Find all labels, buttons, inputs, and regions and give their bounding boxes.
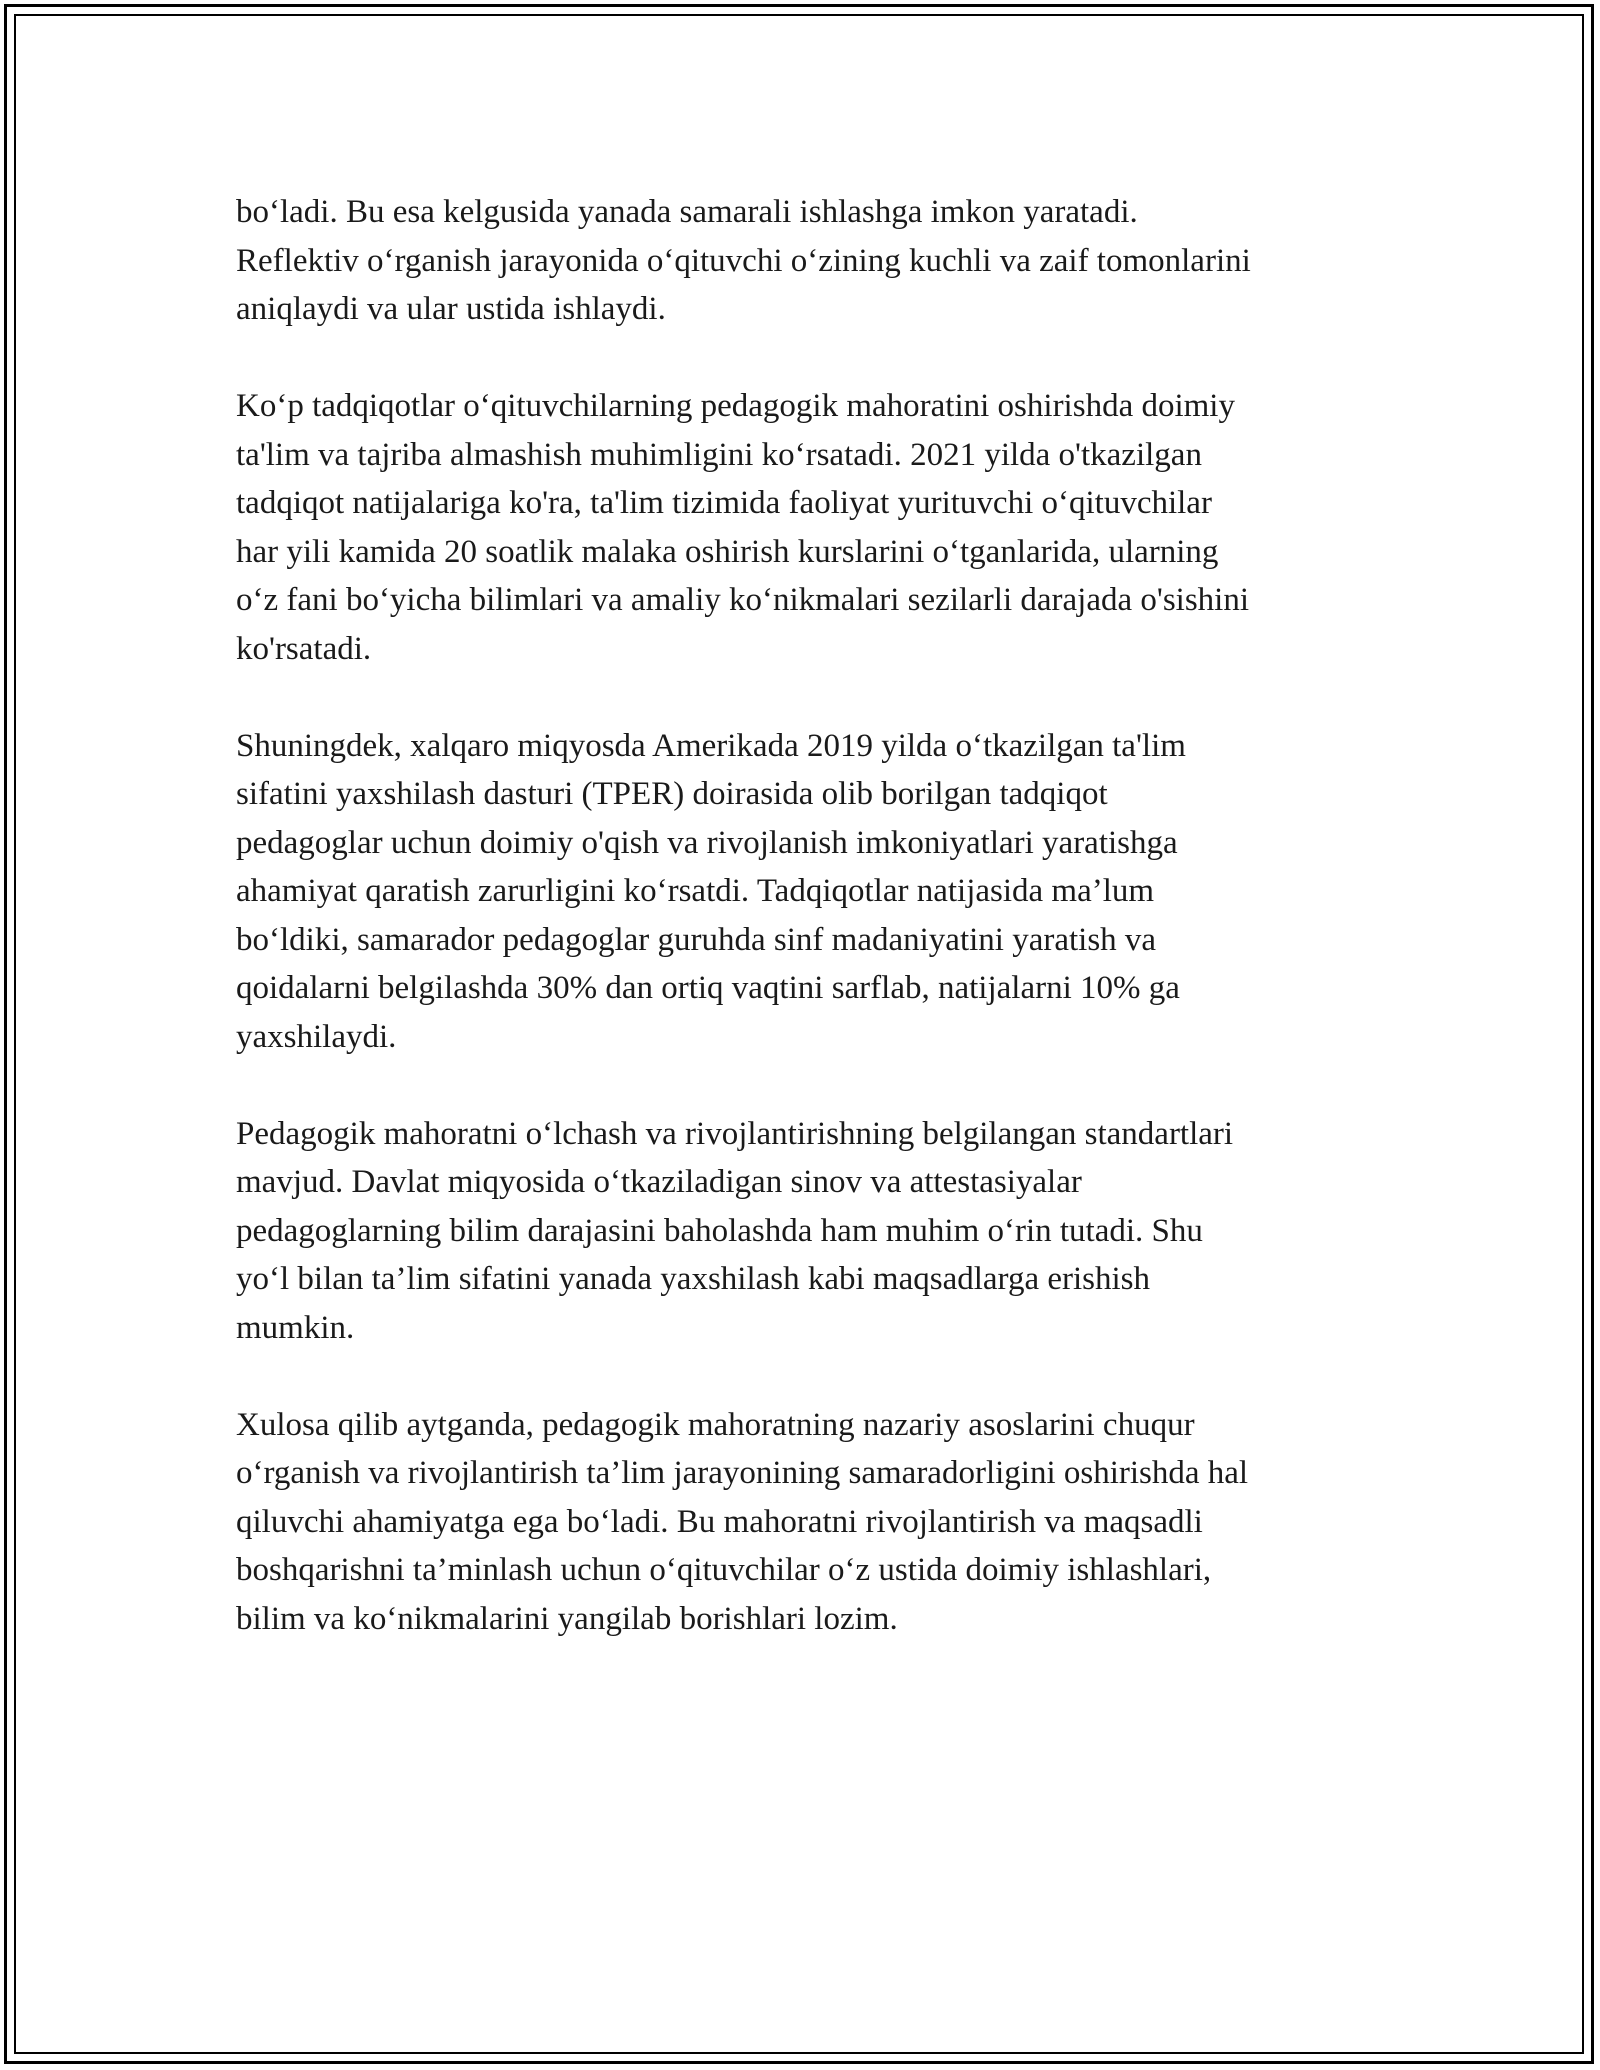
text-line: Xulosa qilib aytganda, pedagogik mahoratning nazariy asoslarini chuqur (236, 1406, 1195, 1443)
text-line: bilim va ko‘nikmalarini yangilab borishlari lozim. (236, 1600, 898, 1637)
text-line: qiluvchi ahamiyatga ega bo‘ladi. Bu mahoratni rivojlantirish va maqsadli (236, 1503, 1203, 1540)
paragraph-tper-2019 (236, 722, 1386, 1062)
paragraph-research-2021 (236, 382, 1386, 673)
text-line: qoidalarni belgilashda 30% dan ortiq vaqtini sarflab, natijalarni 10% ga (236, 970, 1180, 1006)
text-line: sifatini yaxshilash dasturi (TPER) doirasida olib borilgan tadqiqot (236, 776, 1108, 812)
document-body (236, 188, 1386, 1692)
text-line: yaxshilaydi. (236, 1018, 397, 1055)
paragraph-conclusion (236, 1401, 1386, 1644)
text-line: o‘rganish va rivojlantirish ta’lim jarayonining samaradorligini oshirishda hal (236, 1455, 1249, 1491)
paragraph-reflective-learning (236, 188, 1386, 334)
text-line: Reflektiv o‘rganish jarayonida o‘qituvchi o‘zining kuchli va zaif tomonlarini (236, 242, 1251, 279)
text-line: ahamiyat qaratish zarurligini ko‘rsatdi. Tadqiqotlar natijasida ma’lum (236, 873, 1155, 909)
text-line: mavjud. Davlat miqyosida o‘tkaziladigan sinov va attestasiyalar (236, 1164, 1082, 1200)
text-line: har yili kamida 20 soatlik malaka oshirish kurslarini o‘tganlarida, ularning (236, 533, 1219, 570)
text-line: mumkin. (236, 1309, 355, 1346)
text-line: pedagoglar uchun doimiy o'qish va rivojlanish imkoniyatlari yaratishga (236, 824, 1178, 861)
text-line: Pedagogik mahoratni o‘lchash va rivojlantirishning belgilangan standartlari (236, 1115, 1234, 1152)
text-line: Ko‘p tadqiqotlar o‘qituvchilarning pedagogik mahoratini oshirishda doimiy (236, 388, 1235, 424)
paragraph-standards (236, 1110, 1386, 1353)
text-line: boshqarishni ta’minlash uchun o‘qituvchilar o‘z ustida doimiy ishlashlari, (236, 1552, 1212, 1588)
text-line: ko'rsatadi. (236, 630, 372, 667)
text-line: Shuningdek, xalqaro miqyosda Amerikada 2019 yilda o‘tkazilgan ta'lim (236, 727, 1186, 764)
text-line: pedagoglarning bilim darajasini baholashda ham muhim o‘rin tutadi. Shu (236, 1212, 1203, 1249)
text-line: bo‘ldiki, samarador pedagoglar guruhda sinf madaniyatini yaratish va (236, 921, 1157, 958)
text-line: bo‘ladi. Bu esa kelgusida yanada samarali ishlashga imkon yaratadi. (236, 194, 1138, 230)
text-line: yo‘l bilan ta’lim sifatini yanada yaxshilash kabi maqsadlarga erishish (236, 1261, 1150, 1297)
text-line: ta'lim va tajriba almashish muhimligini ko‘rsatadi. 2021 yilda o'tkazilgan (236, 436, 1202, 473)
text-line: o‘z fani bo‘yicha bilimlari va amaliy ko‘nikmalari sezilarli darajada o'sishini (236, 582, 1250, 618)
text-line: tadqiqot natijalariga ko'ra, ta'lim tizimida faoliyat yurituvchi o‘qituvchilar (236, 485, 1212, 521)
text-line: aniqlaydi va ular ustida ishlaydi. (236, 291, 666, 327)
